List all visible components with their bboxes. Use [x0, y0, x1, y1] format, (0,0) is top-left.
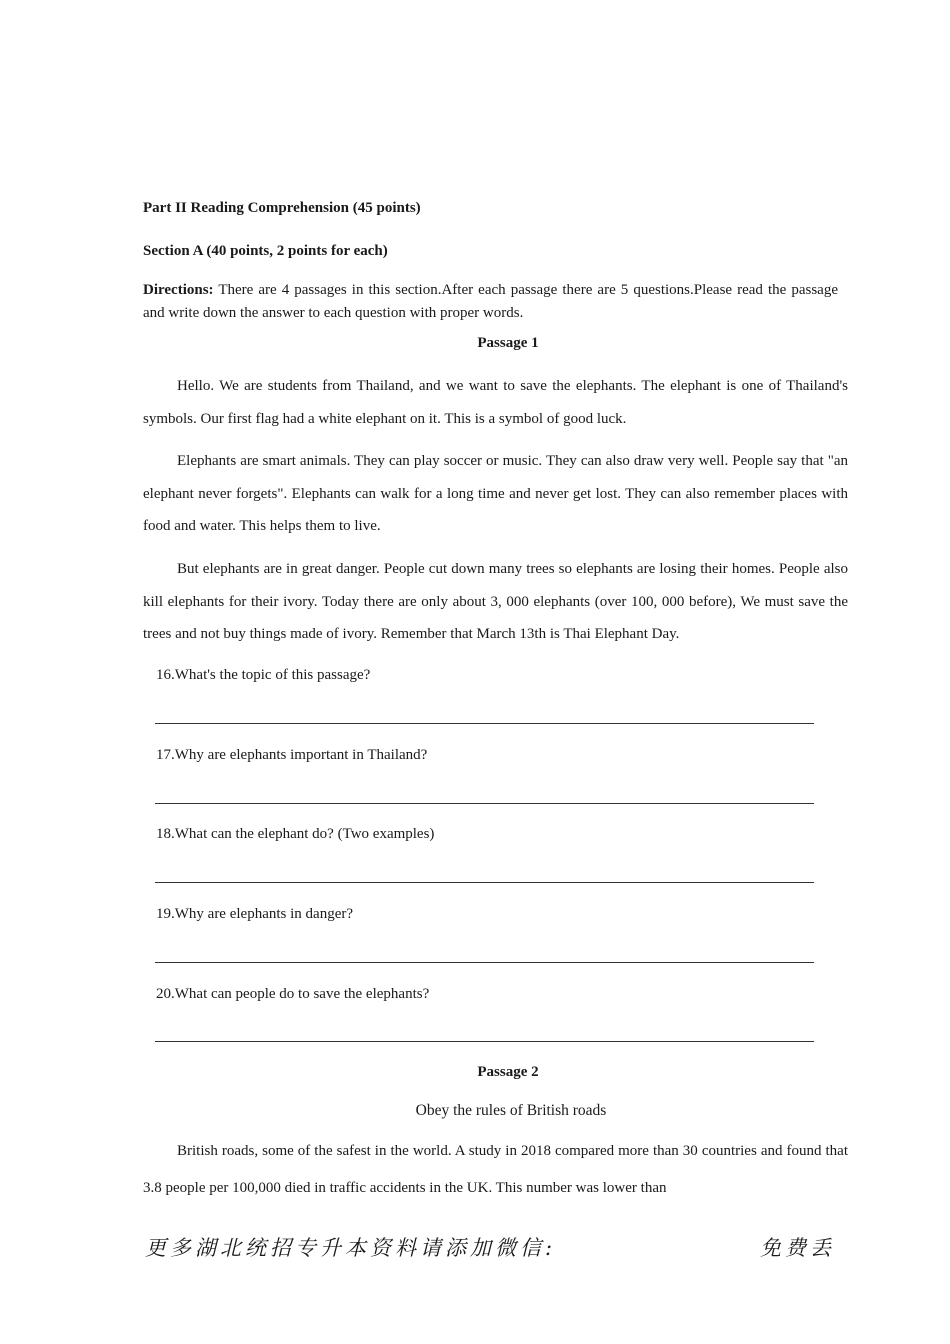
question-18: 18.What can the elephant do? (Two examples) — [156, 826, 435, 842]
directions-text: There are 4 passages in this section.After each passage there are 5 questions.Please read the passage and write down the answer to each question with proper words. — [143, 282, 838, 321]
answer-line-20[interactable] — [155, 1041, 814, 1042]
footer-right: 免费丢 — [760, 1236, 835, 1260]
footer-left: 更多湖北统招专升本资料请添加微信: — [145, 1236, 557, 1260]
answer-line-18[interactable] — [155, 882, 814, 883]
part-title: Part II Reading Comprehension (45 points) — [143, 200, 421, 216]
answer-line-17[interactable] — [155, 803, 814, 804]
section-title: Section A (40 points, 2 points for each) — [143, 243, 388, 259]
passage-1-paragraph: Hello. We are students from Thailand, and we want to save the elephants. The elephant is one of Thailand's symbols. Our first flag had a white elephant on it. This is a symbol of good luck. — [143, 378, 848, 427]
question-19: 19.Why are elephants in danger? — [156, 906, 353, 922]
answer-line-16[interactable] — [155, 723, 814, 724]
passage-1-paragraph: Elephants are smart animals. They can play soccer or music. They can also draw very well. People say that "an elephant never forgets". Elephants can walk for a long time and never get lost. They can also remember places with food and water. This helps them to live. — [143, 453, 848, 534]
directions — [143, 279, 838, 325]
question-17: 17.Why are elephants important in Thailand? — [156, 747, 428, 763]
passage-2-subtitle: Obey the rules of British roads — [415, 1102, 607, 1119]
question-16: 16.What's the topic of this passage? — [156, 667, 371, 683]
question-20: 20.What can people do to save the elephants? — [156, 986, 430, 1002]
passage-1-paragraph: But elephants are in great danger. People cut down many trees so elephants are losing their homes. People also kill elephants for their ivory. Today there are only about 3, 000 elephants (over 100, 000 before), We must save the trees and not buy things made of ivory. Remember that March 13th is Thai Elephant Day. — [143, 561, 848, 642]
passage-2-paragraph: British roads, some of the safest in the world. A study in 2018 compared more than 30 countries and found that 3.8 people per 100,000 died in traffic accidents in the UK. This number was lower than — [143, 1143, 848, 1196]
directions-label: Directions: — [143, 282, 214, 298]
answer-line-19[interactable] — [155, 962, 814, 963]
passage-1-label: Passage 1 — [477, 335, 539, 351]
passage-2-label: Passage 2 — [477, 1064, 539, 1080]
footer-note — [145, 1232, 835, 1262]
